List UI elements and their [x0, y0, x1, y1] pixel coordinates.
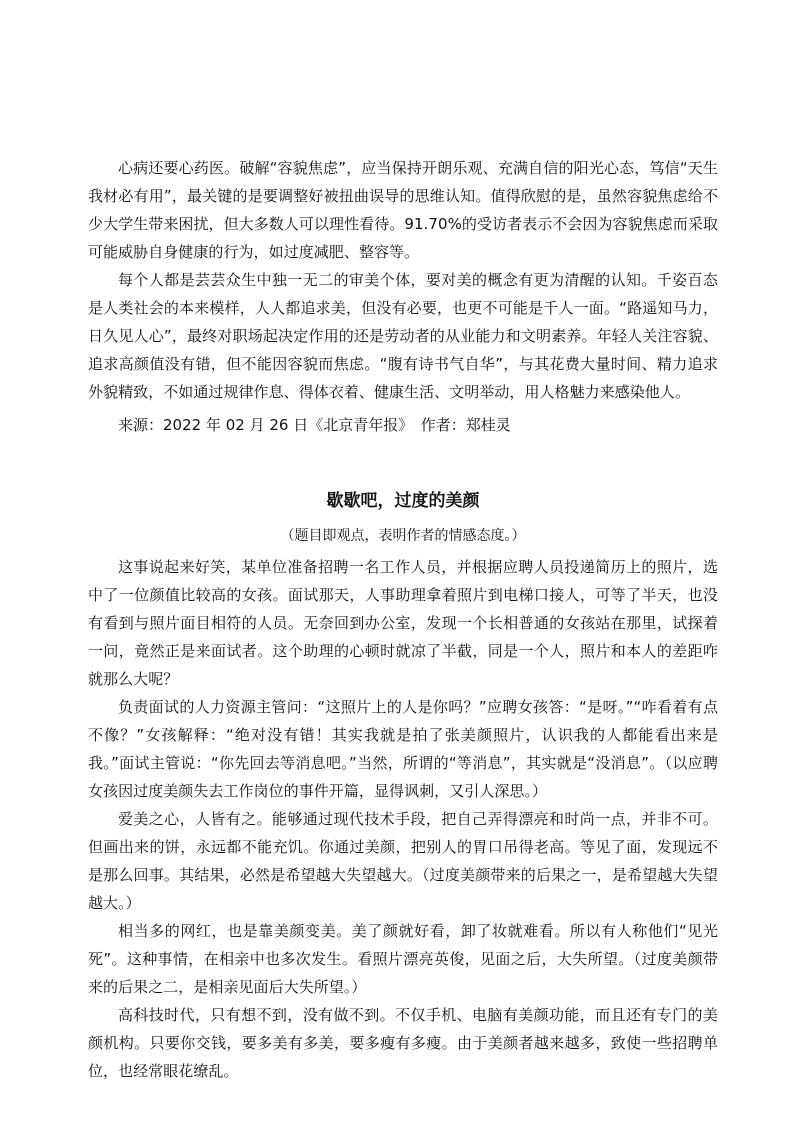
- article1-source-line: 来源：2022 年 02 月 26 日《北京青年报》 作者：郑桂灵: [118, 416, 511, 434]
- article2-paragraph-2: 负责面试的人力资源主管问：“这照片上的人是你吗？”应聘女孩答：“是呀。”“咋看着有点不像？”女孩解释：“绝对没有错！其实我就是拍了张美颜照片，认识我的人都能看出来是我。”面试主管说：“你先回去等消息吧。”当然，所谓的“等消息”，其实就是“没消息”。（以应聘女孩因过度美颜失去工作岗位的事件开篇，显得讽刺，又引人深思。）: [88, 698, 718, 800]
- article1-paragraph-1: 心病还要心药医。破解“容貌焦虑”，应当保持开朗乐观、充满自信的阳光心态，笃信“天生我材必有用”，最关键的是要调整好被扭曲误导的思维认知。值得欣慰的是，虽然容貌焦虑给不少大学生带来困扰，但大多数人可以理性看待。91.70%的受访者表示不会因为容貌焦虑而采取可能威胁自身健康的行为，如过度减肥、整容等。: [88, 159, 718, 261]
- article2-paragraph-1: 这事说起来好笑，某单位准备招聘一名工作人员，并根据应聘人员投递简历上的照片，选中了一位颜值比较高的女孩。面试那天，人事助理拿着照片到电梯口接人，可等了半天，也没有看到与照片面目相符的人员。无奈回到办公室，发现一个长相普通的女孩站在那里，试探着一问，竟然正是来面试者。这个助理的心顿时就凉了半截，同是一个人，照片和本人的差距咋就那么大呢？: [88, 558, 718, 688]
- article2-title: 歇歇吧，过度的美颜: [326, 491, 480, 511]
- article1-paragraph-2: 每个人都是芸芸众生中独一无二的审美个体，要对美的概念有更为清醒的认知。千姿百态是人类社会的本来模样，人人都追求美，但没有必要，也更不可能是千人一面。“路遥知马力，日久见人心”，最终对职场起决定作用的还是劳动者的从业能力和文明素养。年轻人关注容貌、追求高颜值没有错，但不能因容貌而焦虑。“腹有诗书气自华”，与其花费大量时间、精力追求外貌精致，不如通过规律作息、得体衣着、健康生活、文明举动，用人格魅力来感染他人。: [88, 271, 718, 401]
- article2-paragraph-4: 相当多的网红，也是靠美颜变美。美了颜就好看，卸了妆就难看。所以有人称他们“见光死”。这种事情，在相亲中也多次发生。看照片漂亮英俊，见面之后，大失所望。（过度美颜带来的后果之二，是相亲见面后大失所望。）: [88, 922, 718, 996]
- document-page: [88, 154, 718, 1085]
- article2-subtitle-annotation: （题目即观点，表明作者的情感态度。）: [280, 528, 526, 544]
- article2-paragraph-3: 爱美之心，人皆有之。能够通过现代技术手段，把自己弄得漂亮和时尚一点，并非不可。但画出来的饼，永远都不能充饥。你通过美颜，把别人的胃口吊得老高。等见了面，发现远不是那么回事。其结果，必然是希望越大失望越大。（过度美颜带来的后果之一，是希望越大失望越大。）: [88, 810, 718, 912]
- article2-paragraph-5: 高科技时代，只有想不到，没有做不到。不仅手机、电脑有美颜功能，而且还有专门的美颜机构。只要你交钱，要多美有多美，要多瘦有多瘦。由于美颜者越来越多，致使一些招聘单位，也经常眼花缭乱。: [88, 1006, 718, 1080]
